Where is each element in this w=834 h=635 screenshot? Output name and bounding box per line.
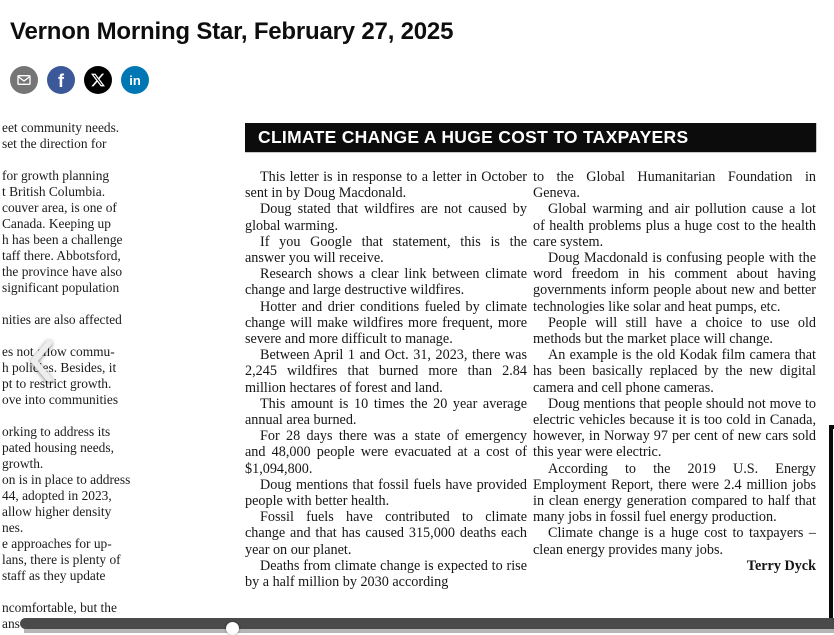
facebook-share-button[interactable] xyxy=(47,66,75,94)
scrollbar-track[interactable] xyxy=(24,629,834,633)
article-paragraph: Doug stated that wildfires are not caused by global warming. xyxy=(245,201,527,234)
prev-page-button[interactable] xyxy=(24,334,64,388)
article-paragraph: People will still have a choice to use old methods but the market place will change. xyxy=(533,314,816,348)
clipped-text-line: significant population xyxy=(2,280,120,295)
chevron-left-icon xyxy=(24,336,64,386)
article-column-1 xyxy=(245,169,527,590)
clipped-text-line: eet community needs. xyxy=(2,120,120,135)
article-paragraph: Between April 1 and Oct. 31, 2023, there was 2,245 wildfires that burned more than 2.84 million hectares of forest and land. xyxy=(245,347,527,396)
clipped-text-line xyxy=(0,152,136,168)
clipped-text-line: es not allow commu- xyxy=(2,344,115,359)
x-icon xyxy=(91,73,105,87)
next-clipping-edge xyxy=(829,425,834,619)
article-paragraph: Global warming and air pollution cause a lot of health problems plus a huge cost to the health care system. xyxy=(533,201,816,250)
clipped-text-line: couver area, is one of xyxy=(2,200,117,215)
clipped-text-line: Canada. Keeping up xyxy=(2,216,111,231)
article-paragraph: Deaths from climate change is expected to rise by a half million by 2030 according xyxy=(245,557,527,591)
article-paragraph: This letter is in response to a letter in October sent in by Doug Macdonald. xyxy=(245,169,527,202)
x-share-button[interactable] xyxy=(84,66,112,94)
article-paragraph: This amount is 10 times the 20 year average annual area burned. xyxy=(245,395,527,429)
scrollbar-thumb[interactable] xyxy=(226,622,239,635)
clipped-text-line xyxy=(0,584,136,600)
facebook-icon: f xyxy=(58,71,64,91)
clipped-text-line: nes. xyxy=(2,520,24,535)
clipped-text-line: staff as they update xyxy=(2,568,106,583)
article-paragraph: According to the 2019 U.S. Energy Employment Report, there were 2.4 million jobs in clean energy generation compared to half that many jobs in fossil fuel energy production. xyxy=(533,460,816,526)
article-paragraph: For 28 days there was a state of emergency and 48,000 people were evacuated at a cost of $1,094,800. xyxy=(245,428,527,477)
clipped-text-line: on is in place to address xyxy=(2,472,131,487)
article-paragraph: Doug mentions that people should not move to electric vehicles because it is too cold in Canada, however, in Norway 97 per cent of new cars sold this year were electric. xyxy=(533,395,816,461)
horizontal-scrollbar[interactable] xyxy=(20,618,834,629)
adjacent-clipping-text xyxy=(0,120,136,632)
clipped-text-line xyxy=(0,328,136,344)
clipped-text-line: pated housing needs, xyxy=(2,440,114,455)
clipped-text-line: lans, there is plenty of xyxy=(2,552,121,567)
clipped-text-line: t British Columbia. xyxy=(2,184,106,199)
clipped-text-line: nities are also affected xyxy=(2,312,122,327)
clipped-text-line xyxy=(0,296,136,312)
clipped-text-line: ncomfortable, but the xyxy=(2,600,117,615)
article-paragraph: Climate change is a huge cost to taxpayers – clean energy provides many jobs. xyxy=(533,525,816,558)
clipped-text-line: allow higher density xyxy=(2,504,112,519)
article-paragraph: Hotter and drier conditions fueled by climate change will make wildfires more frequent, more severe and more difficult to manage. xyxy=(245,298,527,348)
clipped-text-line: e approaches for up- xyxy=(2,536,112,551)
linkedin-share-button[interactable] xyxy=(121,66,149,94)
clipped-text-line: set the direction for xyxy=(2,136,107,151)
article-paragraph: Fossil fuels have contributed to climate change and that has caused 315,000 deaths each year on our planet. xyxy=(245,509,527,558)
share-buttons xyxy=(10,66,149,94)
clipped-text-line: taff there. Abbotsford, xyxy=(2,248,121,263)
clipped-text-line: growth. xyxy=(2,456,44,471)
clipped-text-line: the province have also xyxy=(2,264,123,279)
clipped-text-line: for growth planning xyxy=(2,168,110,183)
article-column-2 xyxy=(533,169,816,574)
article-signature: Terry Dyck xyxy=(746,557,816,574)
page-title: Vernon Morning Star, February 27, 2025 xyxy=(10,18,454,45)
article-paragraph: Research shows a clear link between climate change and large destructive wildfires. xyxy=(245,266,527,299)
article-column-2-paragraphs xyxy=(533,169,816,558)
article-headline: CLIMATE CHANGE A HUGE COST TO TAXPAYERS xyxy=(245,123,816,152)
clipped-text-line: ans xyxy=(2,616,20,631)
clipped-text-line: h policies. Besides, it xyxy=(2,360,117,375)
article-paragraph: Doug mentions that fossil fuels have provided people with better health. xyxy=(245,476,527,510)
clipped-text-line: pt to restrict growth. xyxy=(2,376,112,391)
article-paragraph: to the Global Humanitarian Foundation in Geneva. xyxy=(533,169,816,202)
email-icon xyxy=(16,72,32,88)
linkedin-icon: in xyxy=(129,72,141,88)
clipped-text-line: orking to address its xyxy=(2,424,111,439)
email-share-button[interactable] xyxy=(10,66,38,94)
article-paragraph: If you Google that statement, this is the answer you will receive. xyxy=(245,233,527,267)
clipped-text-line: 44, adopted in 2023, xyxy=(2,488,112,503)
clipped-text-line: h has been a challenge xyxy=(2,232,123,247)
clipped-text-line: ove into communities xyxy=(2,392,119,407)
clipped-text-line xyxy=(0,408,136,424)
article-paragraph: An example is the old Kodak film camera that has been basically replaced by the new digital camera and cell phone cameras. xyxy=(533,347,816,396)
article-paragraph: Doug Macdonald is confusing people with the word freedom in his comment about having governments inform people about new and better technologies like solar and heat pumps, etc. xyxy=(533,250,816,315)
